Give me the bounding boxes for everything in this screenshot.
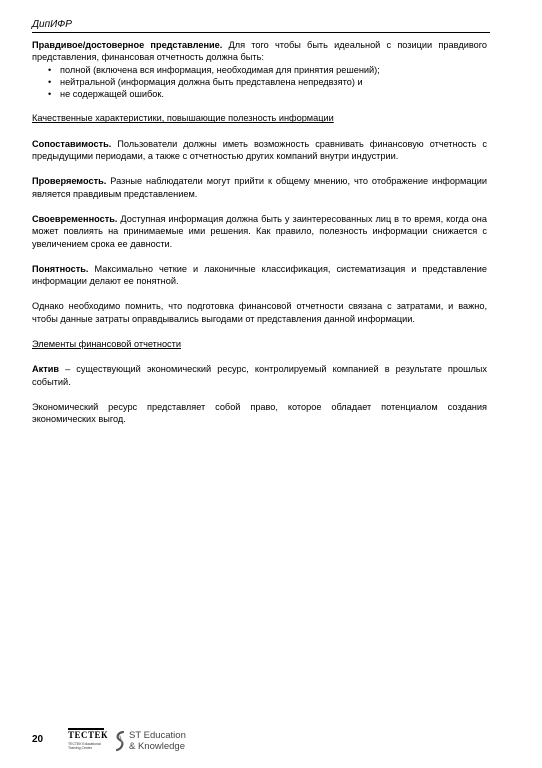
section-heading-elements: Элементы финансовой отчетности: [32, 339, 181, 350]
list-item: • нейтральной (информация должна быть представлена непредвзято) и: [32, 76, 487, 88]
section-heading-enhancing-characteristics: Качественные характеристики, повышающие полезность информации: [32, 113, 334, 124]
tectek-logo-text: ТЕСТЕК: [68, 730, 109, 740]
paragraph-asset: [32, 363, 487, 388]
document-body: [32, 39, 487, 439]
page-footer: [32, 728, 512, 756]
term-comparability: Сопоставимость.: [32, 138, 112, 149]
paragraph-verifiability: [32, 175, 487, 200]
term-verifiability: Проверяемость.: [32, 176, 107, 187]
st-education-logo: [114, 728, 214, 756]
page-header: [32, 14, 490, 33]
term-timeliness: Своевременность.: [32, 213, 118, 224]
paragraph-cost-constraint: Однако необходимо помнить, что подготовка финансовой отчетности связана с затратами, и важно, чтобы данные затраты оправдывались выгодами от представления данной информации.: [32, 301, 487, 324]
term-fair-representation: Правдивое/достоверное представление.: [32, 40, 223, 50]
st-logo-line1: ST Education: [129, 730, 186, 741]
paragraph-text: Пользователи должны иметь возможность сравнивать финансовую отчетность с предыдущими периодами, а также с отчетностью других компаний внутри индустрии.: [32, 138, 487, 162]
list-item: • не содержащей ошибок.: [32, 88, 487, 100]
list-item: • полной (включена вся информация, необходимая для принятия решений);: [32, 64, 487, 76]
header-title: ДипИФР: [32, 19, 72, 30]
paragraph-understandability: [32, 263, 487, 288]
tectek-logo-subtitle: ТЕСТЕК Educational Training Center: [68, 742, 101, 750]
term-asset: Актив: [32, 364, 60, 375]
tectek-logo: [68, 728, 109, 754]
paragraph-text: Для того чтобы быть идеальной с позиции правдивого представления, финансовая отчетность должна быть:: [32, 40, 487, 63]
paragraph-text: Максимально четкие и лаконичные классификация, систематизация и представление информации делают ее понятной.: [32, 263, 487, 287]
st-logo-line2: & Knowledge: [129, 741, 185, 752]
paragraph-comparability: [32, 138, 487, 163]
paragraph-fair-representation: [32, 39, 487, 64]
bullet-list: [32, 64, 487, 101]
paragraph-text: – существующий экономический ресурс, контролируемый компанией в результате прошлых событий.: [32, 364, 487, 387]
page-number: 20: [32, 734, 44, 745]
paragraph-text: Доступная информация должна быть у заинтересованных лиц в то время, когда она может повлиять на принимаемые ими решения. Как правило, полезность информации снижается с увеличением срока ее давности.: [32, 213, 487, 249]
paragraph-text: Разные наблюдатели могут прийти к общему мнению, что отображение информации является правдивым представлением.: [32, 176, 487, 199]
paragraph-timeliness: [32, 213, 487, 250]
term-understandability: Понятность.: [32, 263, 89, 274]
st-logo-icon: [114, 730, 126, 752]
paragraph-economic-resource: Экономический ресурс представляет собой право, которое обладает потенциалом создания экономических выгод.: [32, 401, 487, 425]
